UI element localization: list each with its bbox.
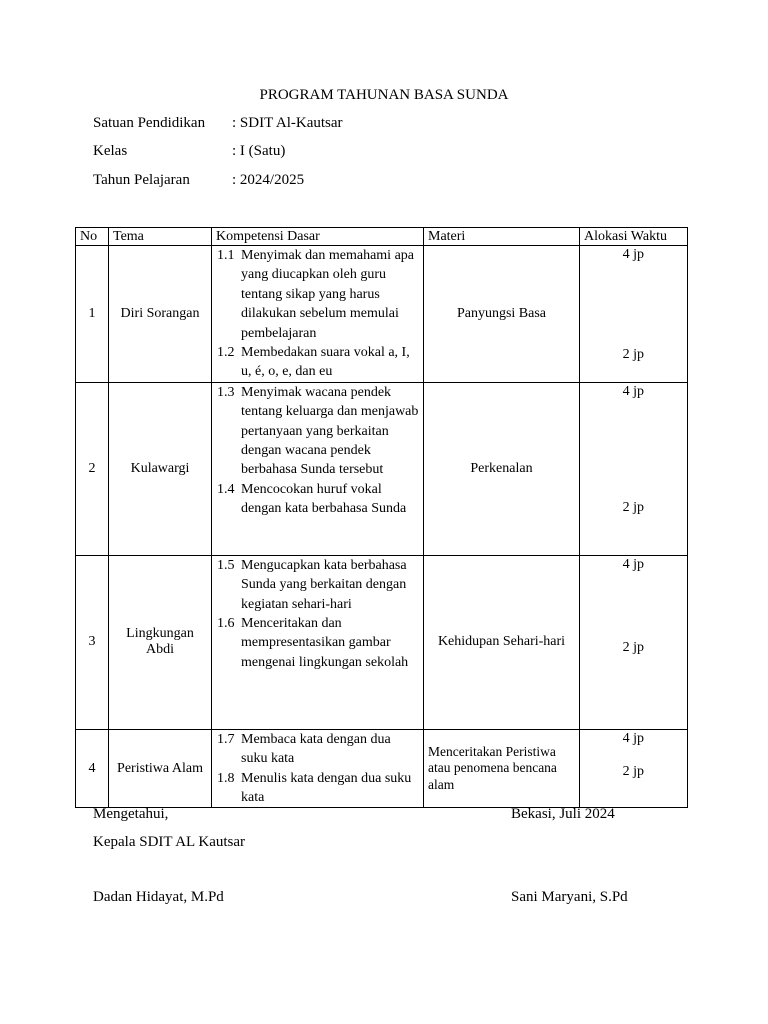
cell-kompetensi-dasar [212, 246, 424, 383]
cell-alokasi-waktu [580, 729, 688, 808]
cell-no: 3 [76, 555, 109, 729]
alokasi-value: 4 jp [622, 730, 644, 746]
cell-tema: Peristiwa Alam [109, 729, 212, 808]
cell-alokasi-waktu [580, 246, 688, 383]
header-tema: Tema [109, 228, 212, 246]
cell-materi: Panyungsi Basa [424, 246, 580, 383]
kd-item: 1.1 Menyimak dan memahami apa yang diucapkan oleh guru tentang sikap yang harus dilakukan sebelum memulai pembelajaran [217, 248, 414, 341]
alokasi-value: 4 jp [622, 247, 644, 262]
program-table [75, 227, 688, 808]
info-value: : I (Satu) [232, 143, 286, 159]
signatory-left-name: Dadan Hidayat, M.Pd [93, 889, 224, 905]
footer-kepala: Kepala SDIT AL Kautsar [93, 834, 246, 850]
header-kompetensi-dasar: Kompetensi Dasar [212, 228, 424, 246]
info-label: Kelas [93, 143, 128, 159]
kd-item: 1.4 Mencocokan huruf vokal dengan kata berbahasa Sunda [217, 481, 407, 517]
signatory-right-name: Sani Maryani, S.Pd [511, 889, 628, 905]
kd-item: 1.5 Mengucapkan kata berbahasa Sunda yang berkaitan dengan kegiatan sehari-hari [217, 557, 407, 612]
kd-item: 1.3 Menyimak wacana pendek tentang keluarga dan menjawab pertanyaan yang berkaitan dengan wacana pendek berbahasa Sunda tersebut [217, 384, 419, 478]
info-value: : 2024/2025 [232, 172, 305, 188]
cell-tema: Lingkungan Abdi [109, 555, 212, 729]
table-row [76, 382, 688, 555]
kd-item: 1.7 Membaca kata dengan dua suku kata [217, 731, 391, 767]
cell-no: 1 [76, 246, 109, 383]
cell-kompetensi-dasar [212, 382, 424, 555]
cell-tema: Diri Sorangan [109, 246, 212, 383]
info-label: Satuan Pendidikan [93, 115, 206, 131]
cell-tema: Kulawargi [109, 382, 212, 555]
info-tahun-pelajaran [93, 172, 304, 189]
cell-no: 2 [76, 382, 109, 555]
kd-item: 1.2 Membedakan suara vokal a, I, u, é, o, e, dan eu [217, 345, 410, 380]
alokasi-value: 2 jp [622, 347, 644, 362]
table-row [76, 555, 688, 729]
alokasi-value: 4 jp [622, 556, 644, 572]
cell-kompetensi-dasar [212, 555, 424, 729]
cell-materi: Kehidupan Sehari-hari [424, 555, 580, 729]
alokasi-value: 2 jp [622, 763, 644, 779]
table-row [76, 729, 688, 808]
table-row [76, 246, 688, 383]
info-satuan-pendidikan [93, 115, 343, 132]
header-no: No [76, 228, 109, 246]
footer-mengetahui: Mengetahui, [93, 806, 169, 822]
cell-kompetensi-dasar [212, 729, 424, 808]
table-header-row [76, 228, 688, 246]
header-alokasi-waktu: Alokasi Waktu [580, 228, 688, 246]
header-materi: Materi [424, 228, 580, 246]
cell-materi: Perkenalan [424, 382, 580, 555]
info-value: : SDIT Al-Kautsar [232, 115, 343, 131]
page-title: PROGRAM TAHUNAN BASA SUNDA [259, 87, 509, 103]
kd-item: 1.6 Menceritakan dan mempresentasikan gambar mengenai lingkungan sekolah [217, 616, 409, 670]
info-kelas [93, 143, 285, 160]
cell-alokasi-waktu [580, 555, 688, 729]
alokasi-value: 2 jp [622, 499, 644, 515]
info-label: Tahun Pelajaran [93, 172, 190, 188]
kd-item: 1.8 Menulis kata dengan dua suku kata [217, 770, 412, 806]
cell-alokasi-waktu [580, 382, 688, 555]
alokasi-value: 2 jp [622, 639, 644, 655]
cell-materi: Menceritakan Peristiwa atau penomena bencana alam [424, 729, 580, 808]
footer-date: Bekasi, Juli 2024 [511, 806, 615, 822]
cell-no: 4 [76, 729, 109, 808]
alokasi-value: 4 jp [622, 383, 644, 399]
